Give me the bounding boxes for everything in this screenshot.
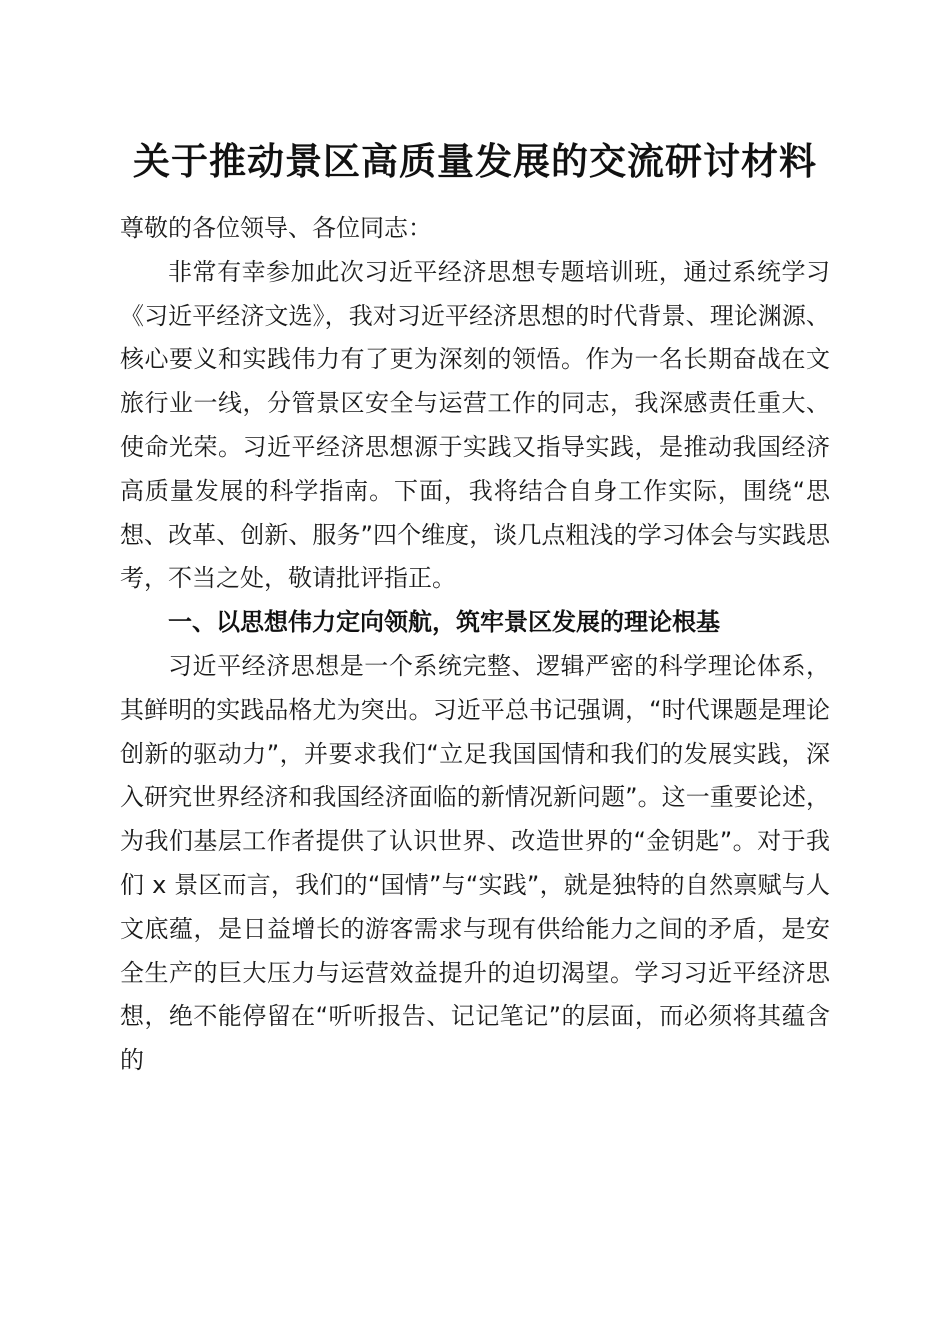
salutation: 尊敬的各位领导、各位同志： [120,214,432,242]
document-body [120,207,830,1083]
intro-paragraph: 非常有幸参加此次习近平经济思想专题培训班，通过系统学习《习近平经济文选》，我对习近平经济思想的时代背景、理论渊源、核心要义和实践伟力有了更为深刻的领悟。作为一名长期奋战在文旅行业一线，分管景区安全与运营工作的同志，我深感责任重大、使命光荣。习近平经济思想源于实践又指导实践，是推动我国经济高质量发展的科学指南。下面，我将结合自身工作实际，围绕“思想、改革、创新、服务”四个维度，谈几点粗浅的学习体会与实践思考，不当之处，敬请批评指正。 [120,257,830,593]
section-paragraph: 习近平经济思想是一个系统完整、逻辑严密的科学理论体系，其鲜明的实践品格尤为突出。习近平总书记强调，“时代课题是理论创新的驱动力”，并要求我们“立足我国国情和我们的发展实践，深入研究世界经济和我国经济面临的新情况新问题”。这一重要论述，为我们基层工作者提供了认识世界、改造世界的“金钥匙”。对于我们 x 景区而言，我们的“国情”与“实践”，就是独特的自然禀赋与人文底蕴，是日益增长的游客需求与现有供给能力之间的矛盾，是安全生产的巨大压力与运营效益提升的迫切渴望。学习习近平经济思想，绝不能停留在“听听报告、记记笔记”的层面，而必须将其蕴含的 [120,651,830,1075]
document-title: 关于推动景区高质量发展的交流研讨材料 [133,139,817,183]
section-heading: 一、以思想伟力定向领航，筑牢景区发展的理论根基 [168,608,720,637]
